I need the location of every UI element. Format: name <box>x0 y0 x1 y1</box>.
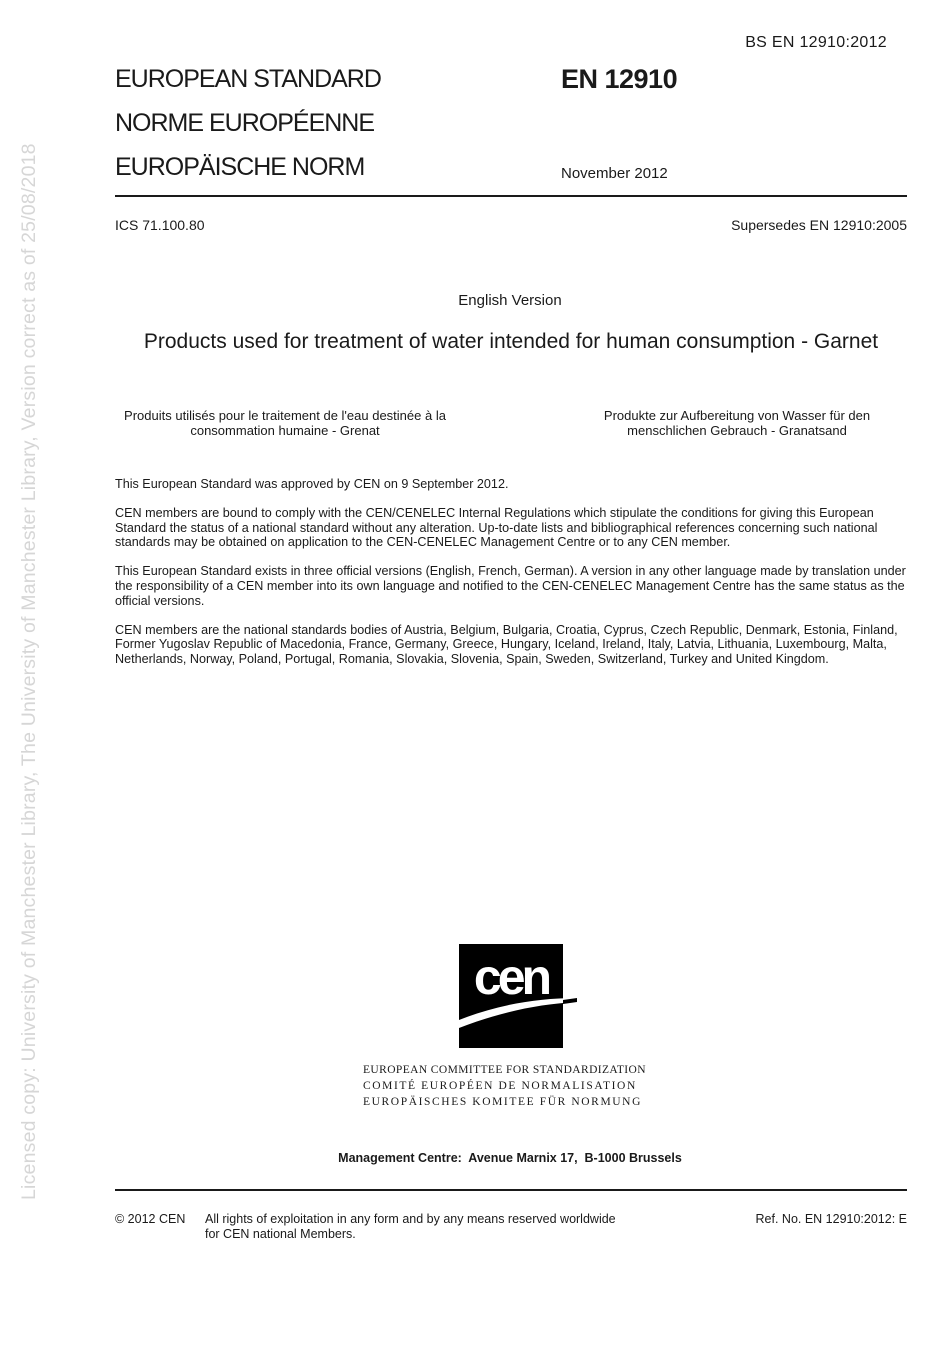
version-label: English Version <box>458 292 562 309</box>
cen-organization-names <box>363 1062 646 1110</box>
standard-designations <box>115 62 381 194</box>
body-text <box>115 477 910 681</box>
standard-line-german: EUROPÄISCHE NORM <box>115 153 365 181</box>
cen-logo-icon <box>459 944 579 1048</box>
compliance-paragraph: CEN members are bound to comply with the CEN/CENELEC Internal Regulations which stipulate the conditions for giving this European Standard the status of a national standard without any alteration. Up-to-date lists and bibliographical references concerning such national standards may be obtained on application to the CEN-CENELEC Management Centre or to any CEN member. <box>115 505 878 550</box>
document-id: BS EN 12910:2012 <box>745 34 887 51</box>
french-title: Produits utilisés pour le traitement de l'eau destinée à la consommation humaine - Grenat <box>124 408 446 438</box>
cen-name-english: EUROPEAN COMMITTEE FOR STANDARDIZATION <box>363 1064 646 1076</box>
cen-logo-text: cen <box>473 949 549 1005</box>
license-watermark: Licensed copy: University of Manchester Library, The University of Manchester Library, Version correct as of 25/08/2018 <box>18 143 40 1200</box>
members-paragraph: CEN members are the national standards bodies of Austria, Belgium, Bulgaria, Croatia, Cyprus, Czech Republic, Denmark, Estonia, Finland, Former Yugoslav Republic of Macedonia, France, Germany, Greece, Hungary, Iceland, Ireland, Italy, Latvia, Lithuania, Luxembourg, Malta, Netherlands, Norway, Poland, Portugal, Romania, Slovakia, Slovenia, Spain, Sweden, Switzerland, Turkey and United Kingdom. <box>115 622 898 667</box>
document-title: Products used for treatment of water intended for human consumption - Garnet <box>143 330 879 353</box>
cen-name-french: COMITÉ EUROPÉEN DE NORMALISATION <box>363 1080 637 1092</box>
publication-date: November 2012 <box>561 165 668 182</box>
management-centre-address: Management Centre: Avenue Marnix 17, B-1000 Brussels <box>338 1151 682 1165</box>
cen-logo <box>459 944 563 1048</box>
versions-paragraph: This European Standard exists in three official versions (English, French, German). A version in any other language made by translation under the responsibility of a CEN member into its own language and notified to the CEN-CENELEC Management Centre has the same status as the official versions. <box>115 564 906 608</box>
standard-line-french: NORME EUROPÉENNE <box>115 109 375 137</box>
ics-code: ICS 71.100.80 <box>115 217 205 233</box>
rights-statement: All rights of exploitation in any form and by any means reserved worldwide for CEN national Members. <box>205 1212 616 1241</box>
reference-number: Ref. No. EN 12910:2012: E <box>755 1212 907 1226</box>
header-rule <box>115 195 907 197</box>
footer-rule <box>115 1189 907 1191</box>
german-title: Produkte zur Aufbereitung von Wasser für den menschlichen Gebrauch - Granatsand <box>603 408 871 438</box>
supersedes-note: Supersedes EN 12910:2005 <box>731 217 907 233</box>
cen-name-german: EUROPÄISCHES KOMITEE FÜR NORMUNG <box>363 1096 642 1108</box>
copyright: © 2012 CEN <box>115 1212 186 1226</box>
approval-paragraph: This European Standard was approved by CEN on 9 September 2012. <box>115 477 509 491</box>
en-number: EN 12910 <box>561 64 678 94</box>
standard-line-english: EUROPEAN STANDARD <box>115 65 381 93</box>
